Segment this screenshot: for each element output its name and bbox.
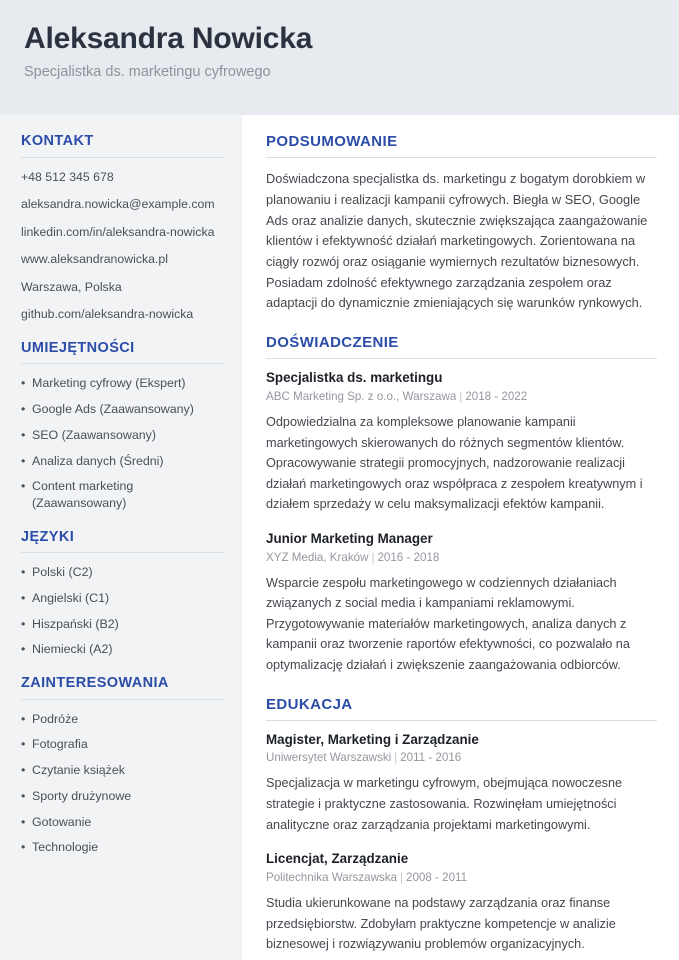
contact-email: aleksandra.nowicka@example.com <box>21 197 215 212</box>
section-divider <box>266 358 657 359</box>
section-divider <box>21 552 224 553</box>
entry-organization: Uniwersytet Warszawski <box>266 751 392 765</box>
meta-separator: | <box>394 751 398 765</box>
list-item: • Analiza danych (Średni) <box>21 453 224 470</box>
section-heading-languages: JĘZYKI <box>21 528 75 545</box>
list-item: • Gotowanie <box>21 814 224 831</box>
skills-list <box>21 375 224 511</box>
entry-title: Junior Marketing Manager <box>266 530 433 546</box>
resume-sidebar <box>0 115 242 960</box>
candidate-name: Aleksandra Nowicka <box>24 22 313 55</box>
section-divider <box>21 699 224 700</box>
interests-list <box>21 711 224 856</box>
list-item: • Podróże <box>21 711 224 728</box>
section-summary <box>266 133 657 314</box>
education-entry <box>266 851 657 955</box>
entry-meta <box>266 750 657 765</box>
entry-meta <box>266 870 657 885</box>
list-item: • Angielski (C1) <box>21 590 224 607</box>
list-item: • Fotografia <box>21 736 224 753</box>
entry-organization: XYZ Media, Kraków <box>266 550 369 564</box>
resume-header <box>0 0 679 115</box>
section-heading-contact: KONTAKT <box>21 133 94 150</box>
section-heading-skills: UMIEJĘTNOŚCI <box>21 340 135 357</box>
entry-meta <box>266 389 657 404</box>
meta-separator: | <box>400 870 404 884</box>
meta-separator: | <box>459 389 463 403</box>
entry-title: Licencjat, Zarządzanie <box>266 851 409 867</box>
resume-body <box>0 115 679 960</box>
list-item: • Czytanie książek <box>21 762 224 779</box>
section-heading-summary: PODSUMOWANIE <box>266 133 398 151</box>
entry-organization: ABC Marketing Sp. z o.o., Warszawa <box>266 389 457 403</box>
contact-github: github.com/aleksandra-nowicka <box>21 307 194 322</box>
entry-description: Wsparcie zespołu marketingowego w codziennych działaniach związanych z social media i kampaniami reklamowymi. Przygotowywanie materiałów marketingowych, analiza danych z kampanii oraz tworzenie raportów efektywności, co pozwalało na optymalizację działań i zwiększenie zaangażowania odbiorców. <box>266 575 630 672</box>
list-item: • Sporty drużynowe <box>21 788 224 805</box>
list-item: • Niemiecki (A2) <box>21 641 224 658</box>
summary-text: Doświadczona specjalistka ds. marketingu z bogatym dorobkiem w planowaniu i realizacji kampanii cyfrowych. Biegła w SEO, Google Ads oraz analizie danych, skutecznie zwiększająca zaangażowanie klientów i efektywność działań marketingowych. Zorientowana na ciągły rozwój oraz osiąganie wymiernych rezultatów biznesowych. Posiadam zdolność efektywnego zarządzania zespołem oraz adaptacji do dynamicznie zmieniających się warunków rynkowych. <box>266 171 648 311</box>
candidate-job-title: Specjalistka ds. marketingu cyfrowego <box>24 64 271 80</box>
list-item: • Marketing cyfrowy (Ekspert) <box>21 375 224 392</box>
contact-phone: +48 512 345 678 <box>21 169 114 184</box>
education-entry <box>266 732 657 836</box>
entry-title: Magister, Marketing i Zarządzanie <box>266 731 479 747</box>
experience-entry <box>266 531 657 676</box>
section-divider <box>21 363 224 364</box>
entry-description: Specjalizacja w marketingu cyfrowym, obejmująca nowoczesne strategie i praktyczne zastosowania. Rozwinęłam umiejętności analityczne oraz zarządzania projektami marketingowymi. <box>266 776 623 832</box>
entry-description: Odpowiedzialna za kompleksowe planowanie kampanii marketingowych skierowanych do różnych segmentów klientów. Opracowywanie strategii promocyjnych, nadzorowanie realizacji działań marketingowych oraz współpraca z zespołem kreatywnym i działem sprzedaży w celu maksymalizacji efektów kampanii. <box>266 414 643 512</box>
section-divider <box>266 720 657 721</box>
contact-website: www.aleksandranowicka.pl <box>21 252 168 267</box>
list-item: • Polski (C2) <box>21 564 224 581</box>
section-heading-education: EDUKACJA <box>266 695 353 713</box>
section-heading-experience: DOŚWIADCZENIE <box>266 334 399 352</box>
entry-meta <box>266 550 657 565</box>
entry-dates: 2018 - 2022 <box>465 389 528 403</box>
entry-organization: Politechnika Warszawska <box>266 870 398 884</box>
section-skills <box>21 340 224 512</box>
entry-dates: 2011 - 2016 <box>400 751 462 765</box>
languages-list <box>21 564 224 658</box>
list-item: • Content marketing (Zaawansowany) <box>21 478 224 511</box>
section-divider <box>21 157 224 158</box>
section-heading-interests: ZAINTERESOWANIA <box>21 675 169 692</box>
section-languages <box>21 529 224 658</box>
list-item: • SEO (Zaawansowany) <box>21 427 224 444</box>
entry-dates: 2016 - 2018 <box>377 550 440 564</box>
list-item: • Hiszpański (B2) <box>21 616 224 633</box>
section-interests <box>21 675 224 856</box>
contact-location: Warszawa, Polska <box>21 279 122 294</box>
entry-dates: 2008 - 2011 <box>406 870 468 884</box>
section-contact <box>21 133 224 323</box>
meta-separator: | <box>371 550 375 564</box>
contact-linkedin: linkedin.com/in/aleksandra-nowicka <box>21 224 215 239</box>
entry-description: Studia ukierunkowane na podstawy zarządzania oraz finanse przedsiębiorstw. Zdobyłam praktyczne kompetencje w analizie biznesowej i rozwiązywaniu problemów organizacyjnych. <box>266 895 616 952</box>
experience-entry <box>266 370 657 515</box>
entry-title: Specjalistka ds. marketingu <box>266 370 443 386</box>
list-item: • Google Ads (Zaawansowany) <box>21 401 224 418</box>
section-experience <box>266 334 657 675</box>
section-divider <box>266 157 657 158</box>
resume-main <box>242 115 679 960</box>
list-item: • Technologie <box>21 839 224 856</box>
section-education <box>266 696 657 955</box>
